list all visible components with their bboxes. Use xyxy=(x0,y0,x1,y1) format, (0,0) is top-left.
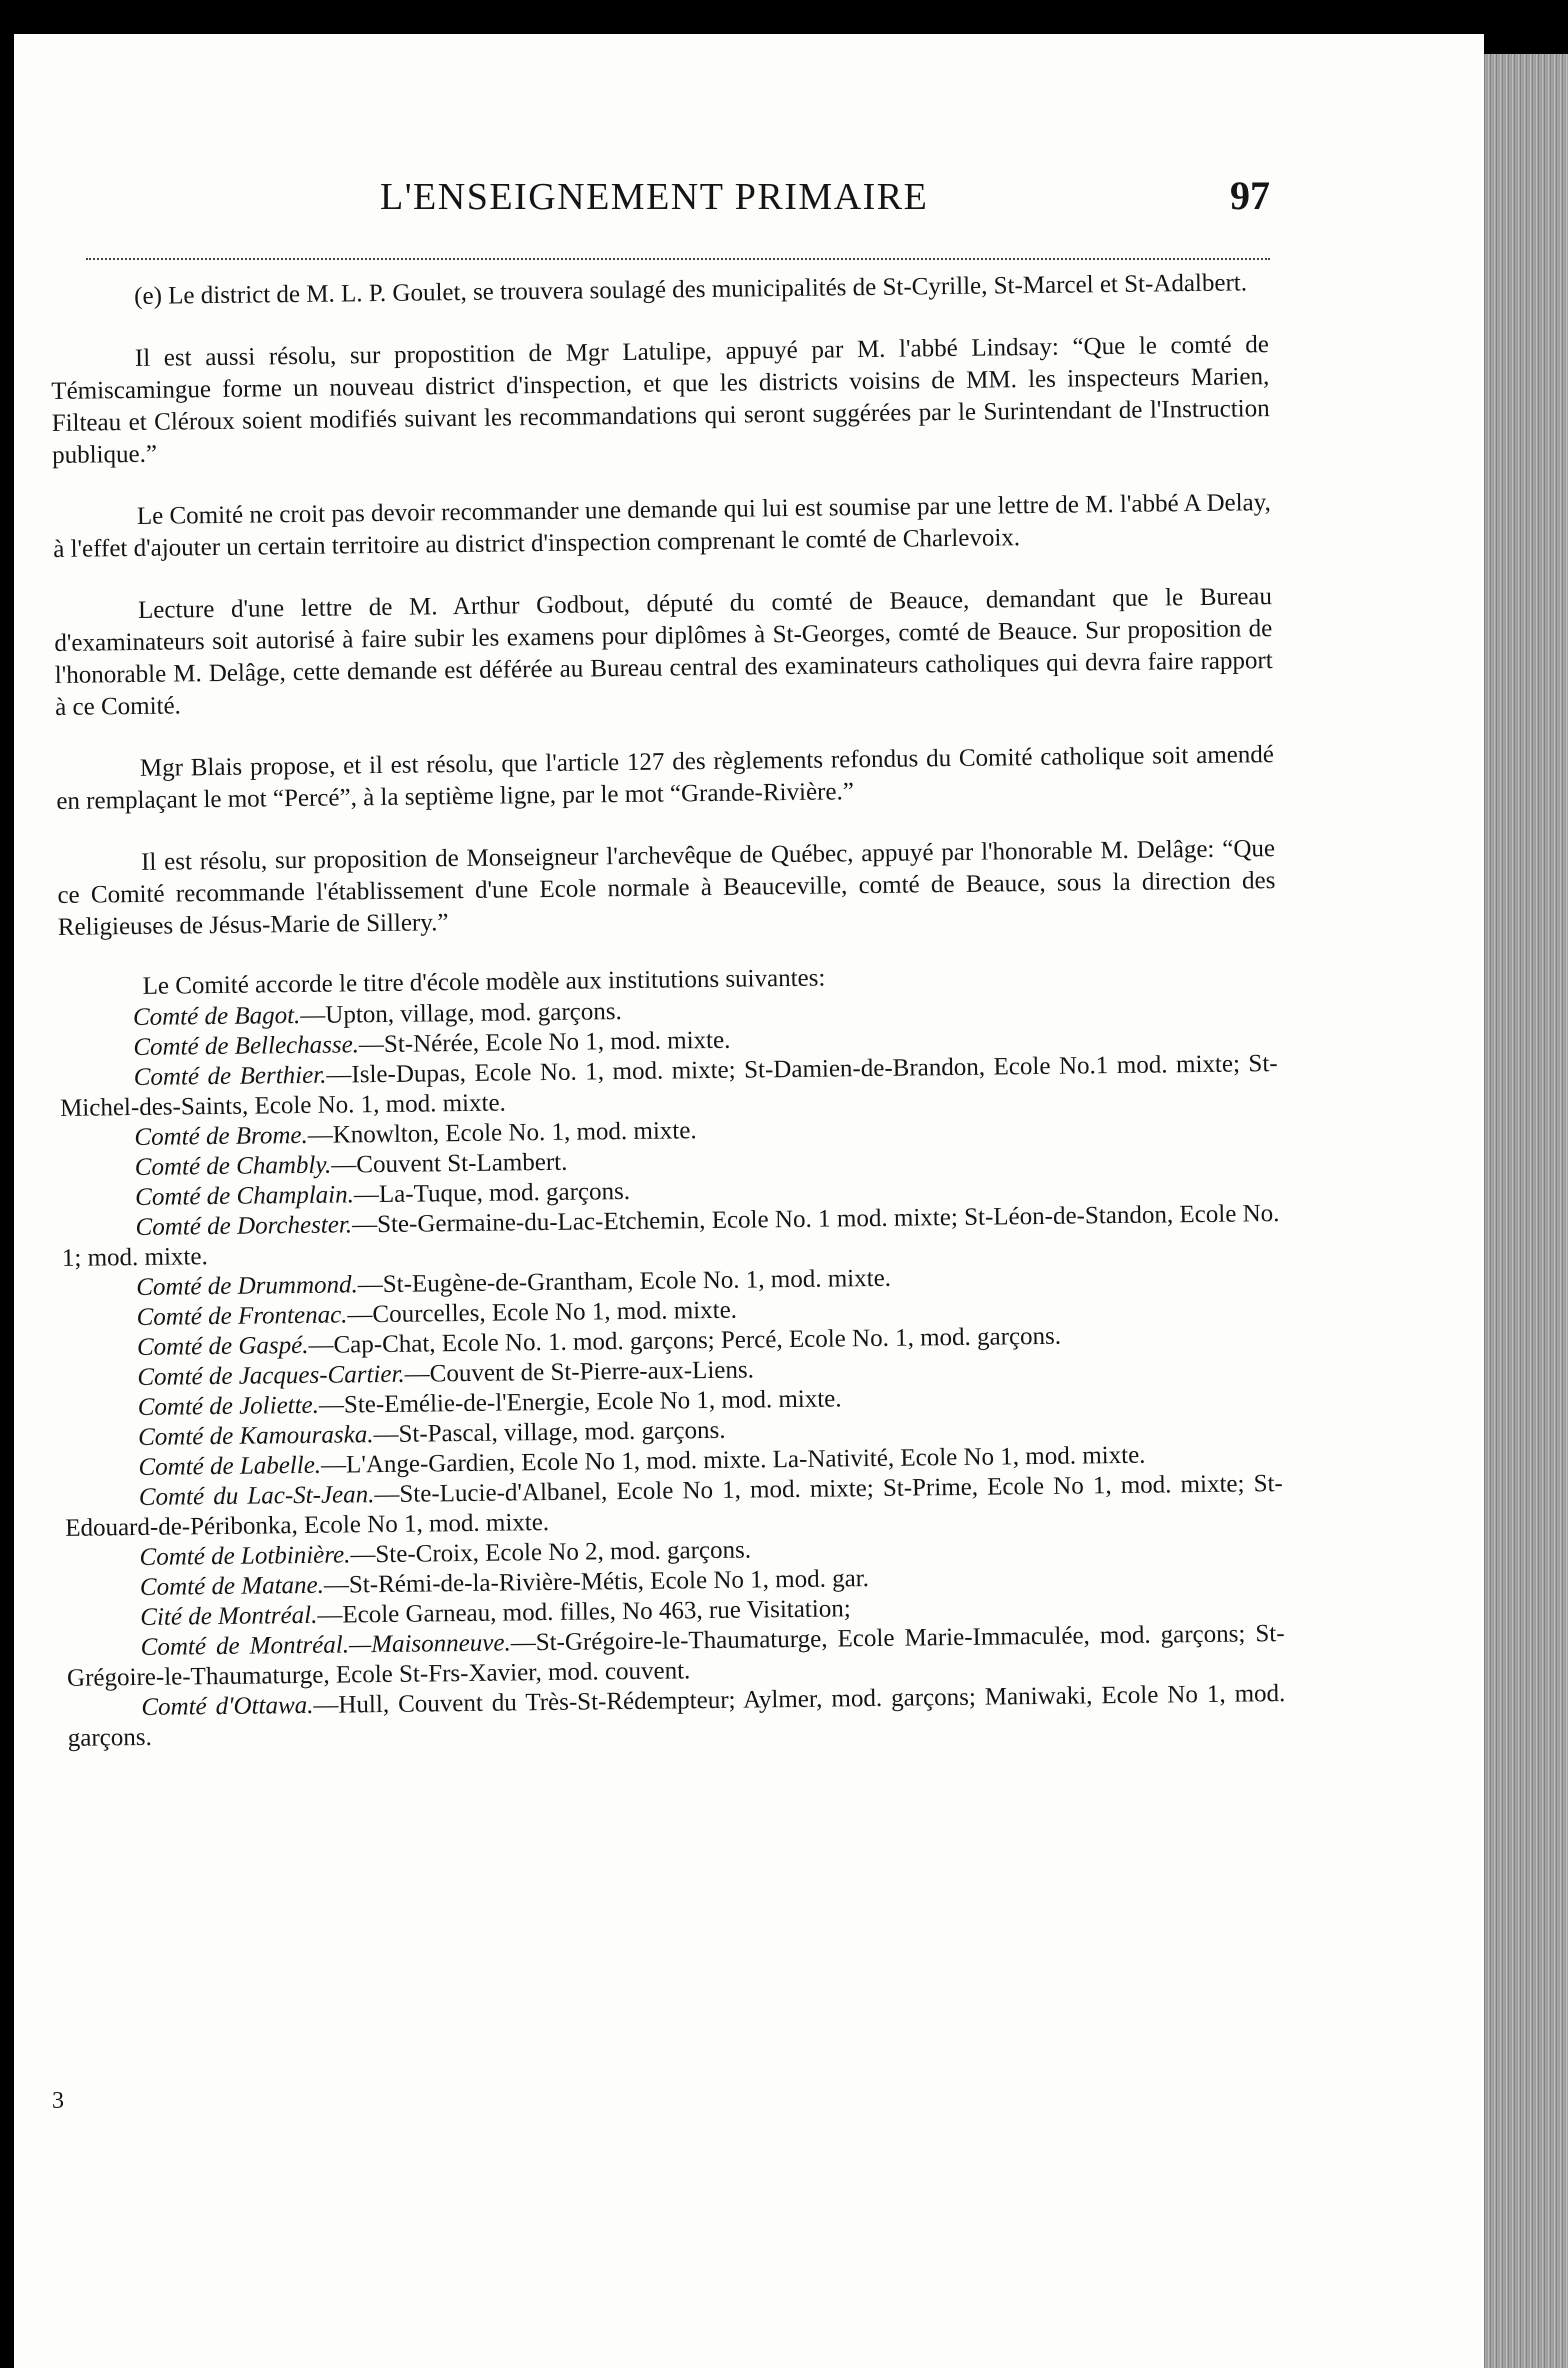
county-name: Comté de Labelle. xyxy=(138,1451,322,1482)
entry-text: —Ecole Garneau, mod. filles, No 463, rue Visitation; xyxy=(317,1595,851,1629)
county-name: Comté de Lotbinière. xyxy=(139,1541,351,1571)
entry-text: —Ste-Lucie-d'Albanel, Ecole No 1, mod. mixte; St-Prime, Ecole No 1, mod. mixte; St-Edouard-de-Péribonka, Ecole No 1, mod. mixte. xyxy=(65,1470,1283,1542)
county-name: Comté du Lac-St-Jean. xyxy=(138,1481,375,1512)
county-name: Comté de Gaspé. xyxy=(136,1331,309,1362)
running-head: L'ENSEIGNEMENT PRIMAIRE xyxy=(380,176,929,218)
entry-text: —Ste-Croix, Ecole No 2, mod. garçons. xyxy=(350,1536,752,1569)
entry-text: —St-Pascal, village, mod. garçons. xyxy=(373,1416,726,1449)
entry-text: —St-Nérée, Ecole No 1, mod. mixte. xyxy=(358,1026,731,1059)
entry-text: —Ste-Emélie-de-l'Energie, Ecole No 1, mod. mixte. xyxy=(318,1385,842,1419)
county-name: Comté de Montréal.—Maisonneuve. xyxy=(140,1629,511,1661)
entry-text: —St-Eugène-de-Grantham, Ecole No. 1, mod. mixte. xyxy=(357,1264,892,1299)
county-name: Comté de Jacques-Cartier. xyxy=(137,1360,405,1392)
county-name: Comté de Joliette. xyxy=(137,1391,320,1422)
page-header xyxy=(380,172,1270,219)
entry-text: —Knowlton, Ecole No. 1, mod. mixte. xyxy=(307,1117,697,1149)
county-name: Comté de Drummond. xyxy=(136,1271,358,1302)
county-name: Cité de Montréal. xyxy=(140,1601,318,1631)
list-intro: Le Comité accorde le titre d'école modèle aux institutions suivantes: xyxy=(142,964,826,1000)
county-name: Comté d'Ottawa. xyxy=(141,1691,314,1721)
entry-text: —Cap-Chat, Ecole No. 1. mod. garçons; Percé, Ecole No. 1, mod. garçons. xyxy=(308,1322,1062,1359)
entry-text: —La-Tuque, mod. garçons. xyxy=(353,1177,631,1209)
entry-text: —St-Grégoire-le-Thaumaturge, Ecole Marie-Immaculée, mod. garçons; St-Grégoire-le-Thaumaturge, Ecole St-Frs-Xavier, mod. couvent. xyxy=(66,1620,1285,1692)
header-rule xyxy=(86,258,1270,260)
entry-text: —Courcelles, Ecole No 1, mod. mixte. xyxy=(347,1296,738,1329)
county-name: Comté de Kamouraska. xyxy=(137,1421,374,1452)
entry-text: —Couvent de St-Pierre-aux-Liens. xyxy=(404,1356,755,1388)
county-name: Comté de Chambly. xyxy=(134,1151,332,1182)
county-name: Comté de Bagot. xyxy=(132,1001,301,1032)
county-name: Comté de Berthier. xyxy=(133,1061,327,1092)
county-name: Comté de Brome. xyxy=(134,1121,308,1152)
county-name: Comté de Bellechasse. xyxy=(133,1031,360,1062)
entry-text: —Hull, Couvent du Très-St-Rédempteur; Aylmer, mod. garçons; Maniwaki, Ecole No 1, mod. garçons. xyxy=(67,1680,1286,1752)
page-body xyxy=(50,267,1286,1754)
entry-text: —L'Ange-Gardien, Ecole No 1, mod. mixte. La-Nativité, Ecole No 1, mod. mixte. xyxy=(320,1441,1146,1479)
paragraph: Le Comité ne croit pas devoir recommander une demande qui lui est soumise par une lettre de M. l'abbé A Delay, à l'effet d'ajouter un certain territoire au district d'inspection comprenant le comté de Charlevoix. xyxy=(53,489,1271,563)
county-name: Comté de Champlain. xyxy=(135,1181,355,1212)
paragraph: Lecture d'une lettre de M. Arthur Godbout, député du comté de Beauce, demandant que le Bureau d'examinateurs soit autorisé à faire subir les examens pour diplômes à St-Georges, comté de Beauce. Sur proposition de l'honorable M. Delâge, cette demande est déférée au Bureau central des examinateurs catholiques qui devra faire rapport à ce Comité. xyxy=(54,583,1273,721)
entry-text: —Upton, village, mod. garçons. xyxy=(300,998,622,1029)
county-name: Comté de Matane. xyxy=(139,1571,325,1601)
entry-text: —Couvent St-Lambert. xyxy=(331,1148,568,1179)
page-stack-edge xyxy=(1484,54,1568,2368)
entry-text: —Ste-Germaine-du-Lac-Etchemin, Ecole No. 1 mod. mixte; St-Léon-de-Standon, Ecole No. 1; mod. mixte. xyxy=(61,1200,1280,1272)
paragraph: Il est résolu, sur proposition de Monseigneur l'archevêque de Québec, appuyé par l'honorable M. Delâge: “Que ce Comité recommande l'établissement d'une Ecole normale à Beauceville, comté de Beauce, sous la direction des Religieuses de Jésus-Marie de Sillery.” xyxy=(57,835,1276,941)
signature-mark: 3 xyxy=(52,2088,64,2114)
paragraph: Mgr Blais propose, et il est résolu, que l'article 127 des règlements refondus du Comité catholique soit amendé en remplaçant le mot “Percé”, à la septième ligne, par le mot “Grande-Rivière.” xyxy=(56,741,1275,815)
county-name: Comté de Dorchester. xyxy=(135,1211,353,1242)
paragraph: Il est aussi résolu, sur propostition de Mgr Latulipe, appuyé par M. l'abbé Lindsay: “Que le comté de Témiscamingue forme un nouveau district d'inspection, et que les districts voisins de MM. les inspecteurs Marien, Filteau et Cléroux soient modifiés suivant les recommandations qui seront suggérées par le Surintendant de l'Instruction publique.” xyxy=(51,331,1270,469)
page-number: 97 xyxy=(1230,173,1270,218)
paragraph: (e) Le district de M. L. P. Goulet, se trouvera soulagé des municipalités de St-Cyrille, St-Marcel et St-Adalbert. xyxy=(134,269,1248,310)
entry-text: —Isle-Dupas, Ecole No. 1, mod. mixte; St-Damien-de-Brandon, Ecole No.1 mod. mixte; St-Michel-des-Saints, Ecole No. 1, mod. mixte. xyxy=(59,1050,1278,1122)
county-name: Comté de Frontenac. xyxy=(136,1301,348,1332)
entry-text: —St-Rémi-de-la-Rivière-Métis, Ecole No 1, mod. gar. xyxy=(323,1565,870,1599)
